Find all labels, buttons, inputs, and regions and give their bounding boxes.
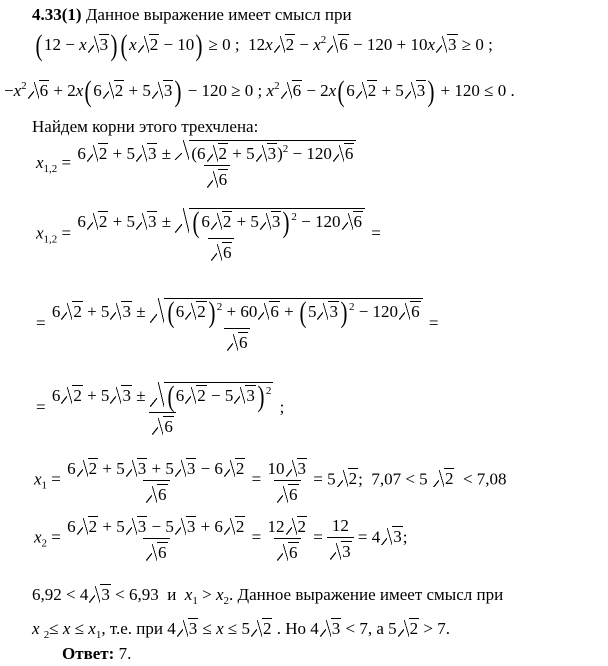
fraction: $\frac{6 2 + 5 3 \pm (6 2 + 5 3)^2 - 120 6}{6}$ — [75, 140, 358, 188]
intro-text: Найдем корни этого трехчлена: — [32, 117, 259, 136]
roots-formula-2: $x_{1,2}$ = $\frac{6 2 + 5 3 \pm (6 2 + 5 3) ^2 - 120 6}{6}$ = — [36, 206, 381, 263]
bound-low-1: 7,07 — [371, 469, 402, 489]
interval-line: x $_2\le x \le x_1$, т.е. при 4 3 ≤ x ≤ 5 2 . Но 4 3 < 7, а 5 2 > 7. — [32, 619, 450, 641]
problem-number: 4.33(1) — [32, 5, 82, 24]
fraction: $\frac{12 2}{6}$ — [267, 517, 307, 562]
roots-formula-1: $x_{1,2}$ = $\frac{6 2 + 5 3 \pm (6 2 + 5 3)^2 - 120 6}{6}$ — [36, 140, 358, 188]
comparison-line: 6,92 < 4 3 < 6,93 и $x_1 > x_2$. Данное выражение имеет смысл при — [32, 585, 504, 607]
bound-high-2: 6,93 — [128, 585, 159, 604]
bound-high-1: 7,08 — [476, 469, 507, 489]
problem-statement: Данное выражение имеет смысл при — [85, 5, 352, 24]
problem-header — [32, 6, 352, 23]
root-x2: $x_2$ = $\frac{6 2 + 5 3 - 5 3 + 6 2}{6}$ = $\frac{12 2}{6}$ = $\frac{12}{3}$ = 4 3; — [34, 516, 408, 562]
roots-formula-3: = $\frac{6 2 + 5 3 \pm (6 2) ^2 + 60 6 + (5 3) ^2 - 120 6}{6}$ = — [36, 296, 439, 353]
and-a-text: , а — [367, 619, 384, 638]
but-text: . Но — [276, 619, 306, 638]
answer-line — [62, 645, 131, 662]
fraction: $\frac{6 2 + 5 3 \pm (6 2 - 5 3) ^2}{6}$ — [51, 380, 272, 437]
answer-label: Ответ: — [62, 644, 115, 663]
fraction: $\frac{6 2 + 5 3 - 5 3 + 6 2}{6}$ — [67, 517, 245, 562]
root-x1: $x_1$ = $\frac{6 2 + 5 3 + 5 3 - 6 2}{6}$ = $\frac{10 3}{6}$ = 5 2; 7,07 < 5 2 < 7,08 — [34, 459, 507, 504]
fraction: $\frac{6 2 + 5 3 + 5 3 - 6 2}{6}$ — [67, 459, 245, 504]
ie-text: , т.е. при — [101, 619, 163, 638]
fraction: $\frac{6 2 + 5 3 \pm (6 2 + 5 3) ^2 - 120 6}{6}$ — [75, 208, 367, 261]
roots-formula-4: = $\frac{6 2 + 5 3 \pm (6 2 - 5 3) ^2}{6}$ ; — [36, 380, 285, 437]
fraction: $\frac{6 2 + 5 3 \pm (6 2) ^2 + 60 6 + (5 3) ^2 - 120 6}{6}$ — [50, 298, 425, 351]
formula-line-1: (12 − x 3) (x 2 − 10) ≥ 0 ; 12x $2 - x^2$ 6 − 120 + 10x 3 ≥ 0 ; — [35, 29, 493, 63]
fraction: $\frac{12}{3}$ — [327, 517, 354, 560]
bound-low-2: 6,92 — [32, 585, 62, 604]
fraction: $\frac{10 3}{6}$ — [267, 459, 307, 504]
answer-value: 7. — [118, 644, 132, 663]
formula-line-2: $-x^2$ 6 + 2x(6 2 + 5 3) − 120 ≥ 0 ; $x^2$ 6 − 2x(6 2 + 5 3) + 120 ≤ 0 . — [4, 75, 515, 109]
word-and: и — [167, 585, 177, 604]
conclusion-text: . Данное выражение имеет смысл при — [228, 585, 504, 604]
